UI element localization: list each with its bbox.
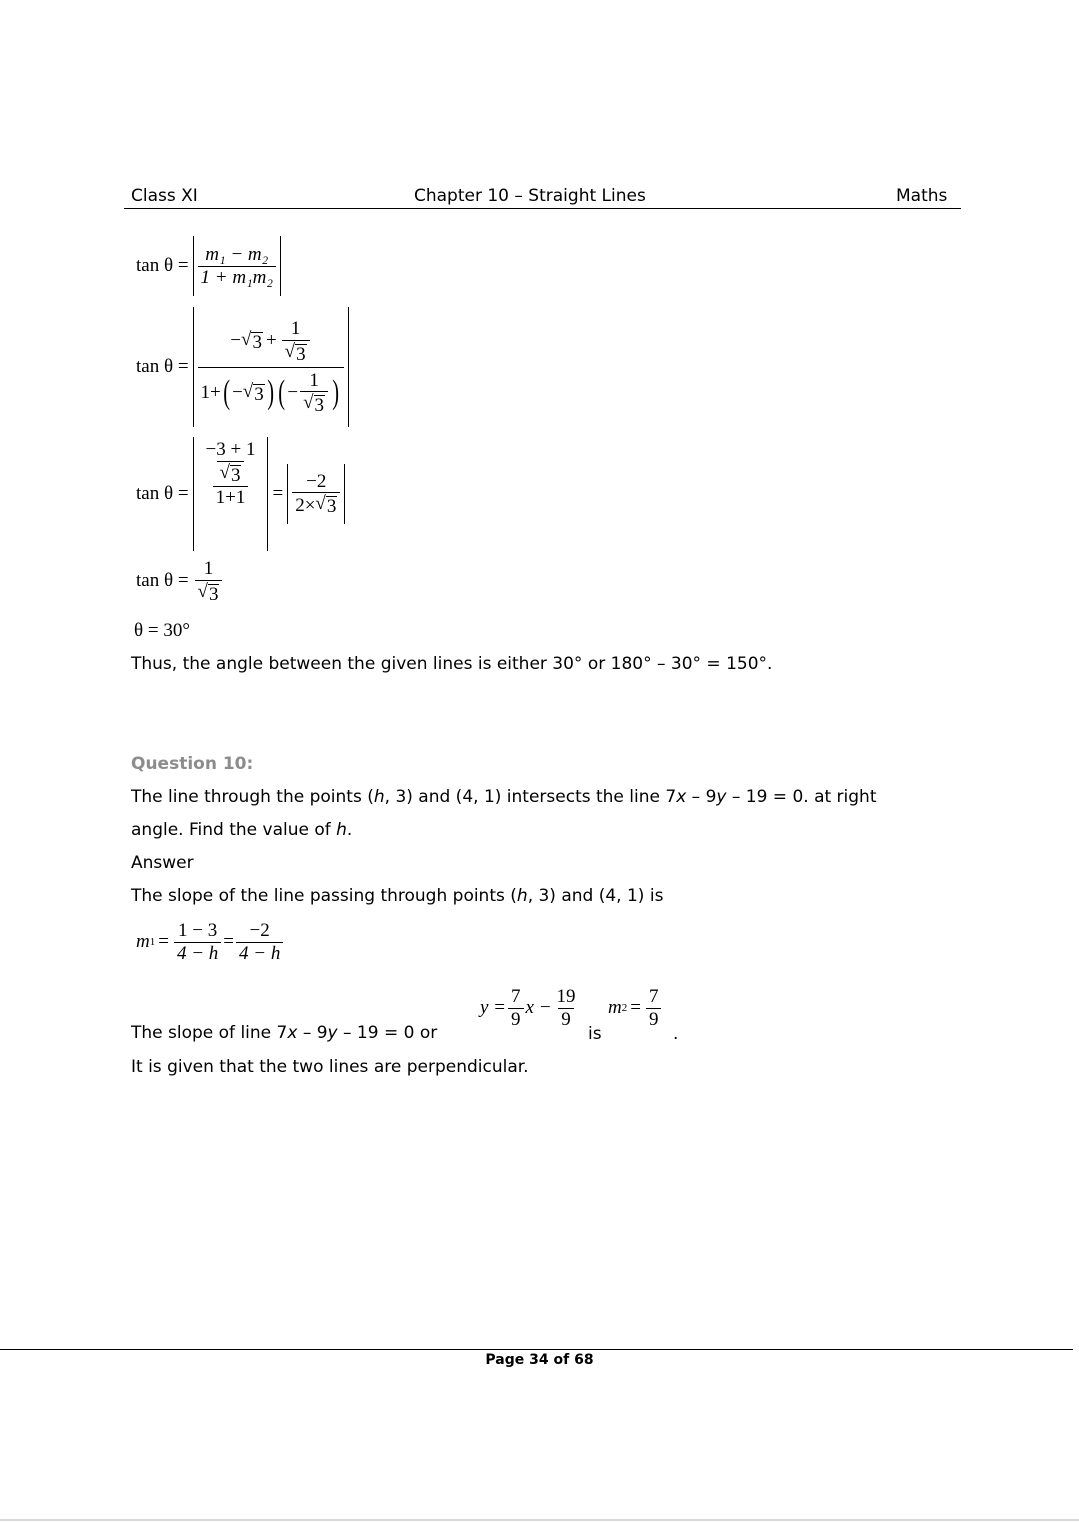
fraction-denominator: 2× √ 3	[292, 492, 340, 517]
fraction-numerator: 7	[511, 986, 521, 1007]
fraction-numerator: −2	[249, 920, 270, 941]
text: – 9	[686, 787, 717, 807]
is-text: is	[588, 1024, 602, 1044]
equals-sign: =	[158, 931, 169, 953]
fraction	[292, 471, 340, 518]
equation-tan-simplified	[136, 437, 345, 551]
radicand: 3	[326, 496, 337, 518]
fraction-denominator: 1 + m₁m₂	[198, 266, 276, 289]
fraction	[198, 439, 264, 509]
fraction	[203, 439, 259, 486]
text: .	[346, 820, 353, 840]
text: The slope of the line passing through points (	[131, 886, 517, 906]
radicand: 3	[296, 343, 306, 365]
header-class: Class XI	[131, 186, 198, 206]
two-times: 2×	[295, 494, 316, 516]
answer-slope-intro	[131, 880, 663, 913]
absolute-value	[193, 307, 350, 427]
radicand: 3	[252, 332, 262, 354]
fraction-denominator: √ 3	[195, 580, 223, 605]
plus-sign: +	[265, 330, 277, 352]
equation-theta-value: θ = 30°	[134, 620, 190, 641]
var-m: m	[136, 931, 150, 953]
subscript: 1	[149, 936, 156, 949]
var-x: x	[287, 1023, 298, 1043]
fraction	[282, 318, 310, 365]
eq-lhs: tan θ =	[136, 483, 189, 504]
text: The slope of line 7	[131, 1023, 288, 1043]
fraction	[174, 920, 221, 965]
fraction-numerator	[198, 439, 264, 486]
equation-y-form	[480, 986, 581, 1031]
fraction-numerator: 1	[290, 317, 301, 339]
page-number: Page 34 of 68	[485, 1352, 594, 1368]
answer-label: Answer	[131, 853, 194, 873]
fraction-numerator: 1 − 3	[178, 920, 218, 941]
text: The line through the points (	[131, 787, 374, 807]
fraction-denominator: √ 3	[300, 391, 328, 416]
y-equals: y =	[480, 997, 507, 1019]
one-plus: 1+	[200, 381, 221, 403]
fraction	[198, 244, 276, 289]
radicand: 3	[208, 583, 219, 605]
equals-sign: =	[223, 931, 234, 953]
fraction-denominator: √ 3	[282, 340, 310, 365]
text: – 19 = 0 or	[337, 1023, 438, 1043]
var-x: x	[676, 787, 687, 807]
fraction	[198, 318, 345, 417]
sqrt: √ 3	[242, 380, 264, 405]
minus-sign: −	[287, 381, 299, 403]
fraction-denominator: 1+1	[213, 486, 249, 509]
absolute-value	[287, 464, 345, 524]
equals-sign: =	[272, 483, 284, 504]
line-slope-text	[131, 1017, 437, 1050]
radicand: 3	[254, 383, 264, 405]
fraction-denominator: 9	[508, 1008, 524, 1031]
question-text-line2	[131, 814, 352, 847]
equation-tan-substituted	[136, 307, 349, 427]
fraction	[236, 920, 283, 965]
fraction-numerator: 1	[309, 369, 319, 391]
var-h: h	[336, 820, 347, 840]
x-minus: x −	[525, 997, 552, 1019]
text: – 19 = 0. at right	[726, 787, 877, 807]
fraction-numerator	[227, 318, 314, 367]
fraction-numerator: −3 + 1	[205, 439, 256, 460]
fraction-numerator: 19	[556, 986, 576, 1007]
var-m: m	[608, 997, 622, 1019]
fraction-denominator: 4 − h	[236, 942, 283, 965]
var-h: h	[373, 787, 385, 807]
perpendicular-text: It is given that the two lines are perpendicular.	[131, 1057, 529, 1077]
text: , 3) and (4, 1) is	[527, 886, 664, 906]
fraction-denominator: 9	[558, 1008, 574, 1031]
var-h: h	[516, 886, 528, 906]
conclusion-text: Thus, the angle between the given lines is either 30° or 180° – 30° = 150°.	[131, 654, 773, 674]
fraction-denominator: √ 3	[217, 461, 245, 486]
question-label: Question 10:	[131, 754, 254, 774]
fraction	[195, 558, 223, 605]
radicand: 3	[230, 464, 241, 486]
absolute-value	[193, 236, 281, 296]
equation-m2	[608, 986, 663, 1031]
equation-m1	[136, 920, 285, 965]
eq-lhs: tan θ =	[136, 570, 189, 592]
text: angle. Find the value of	[131, 820, 337, 840]
eq-lhs: tan θ =	[136, 356, 189, 377]
fraction-denominator: 9	[646, 1008, 662, 1031]
fraction-numerator: 1	[203, 558, 214, 579]
fraction	[300, 370, 328, 417]
text: , 3) and (4, 1) intersects the line 7	[384, 787, 677, 807]
absolute-value	[193, 437, 269, 551]
sqrt: √ 3	[241, 329, 262, 354]
header-divider	[124, 208, 961, 209]
period: .	[673, 1024, 679, 1044]
equation-tan-formula	[136, 236, 281, 296]
page-bottom-edge	[0, 1519, 1079, 1521]
var-y: y	[327, 1023, 338, 1043]
fraction	[646, 986, 662, 1031]
minus-sign: −	[232, 381, 243, 403]
eq-lhs: tan θ =	[136, 255, 189, 276]
fraction-denominator: 1+ ( − √ 3 ) ( − 1 √ 3 )	[198, 367, 345, 417]
fraction-denominator: 4 − h	[174, 942, 221, 965]
header-chapter: Chapter 10 – Straight Lines	[414, 186, 646, 206]
equals-sign: =	[630, 997, 641, 1019]
equation-tan-result	[136, 558, 224, 605]
var-y: y	[716, 787, 727, 807]
fraction-numerator: 7	[648, 986, 659, 1007]
fraction	[508, 986, 524, 1031]
fraction	[554, 986, 579, 1031]
minus-sign: −	[230, 330, 242, 352]
subscript: 2	[621, 1002, 628, 1015]
fraction-numerator: m₁ − m₂	[205, 243, 269, 265]
text: – 9	[297, 1023, 328, 1043]
header-subject: Maths	[896, 186, 948, 206]
fraction-numerator: −2	[306, 470, 327, 492]
radicand: 3	[314, 395, 325, 417]
footer-divider	[0, 1349, 1073, 1350]
question-text-line1	[131, 781, 877, 814]
